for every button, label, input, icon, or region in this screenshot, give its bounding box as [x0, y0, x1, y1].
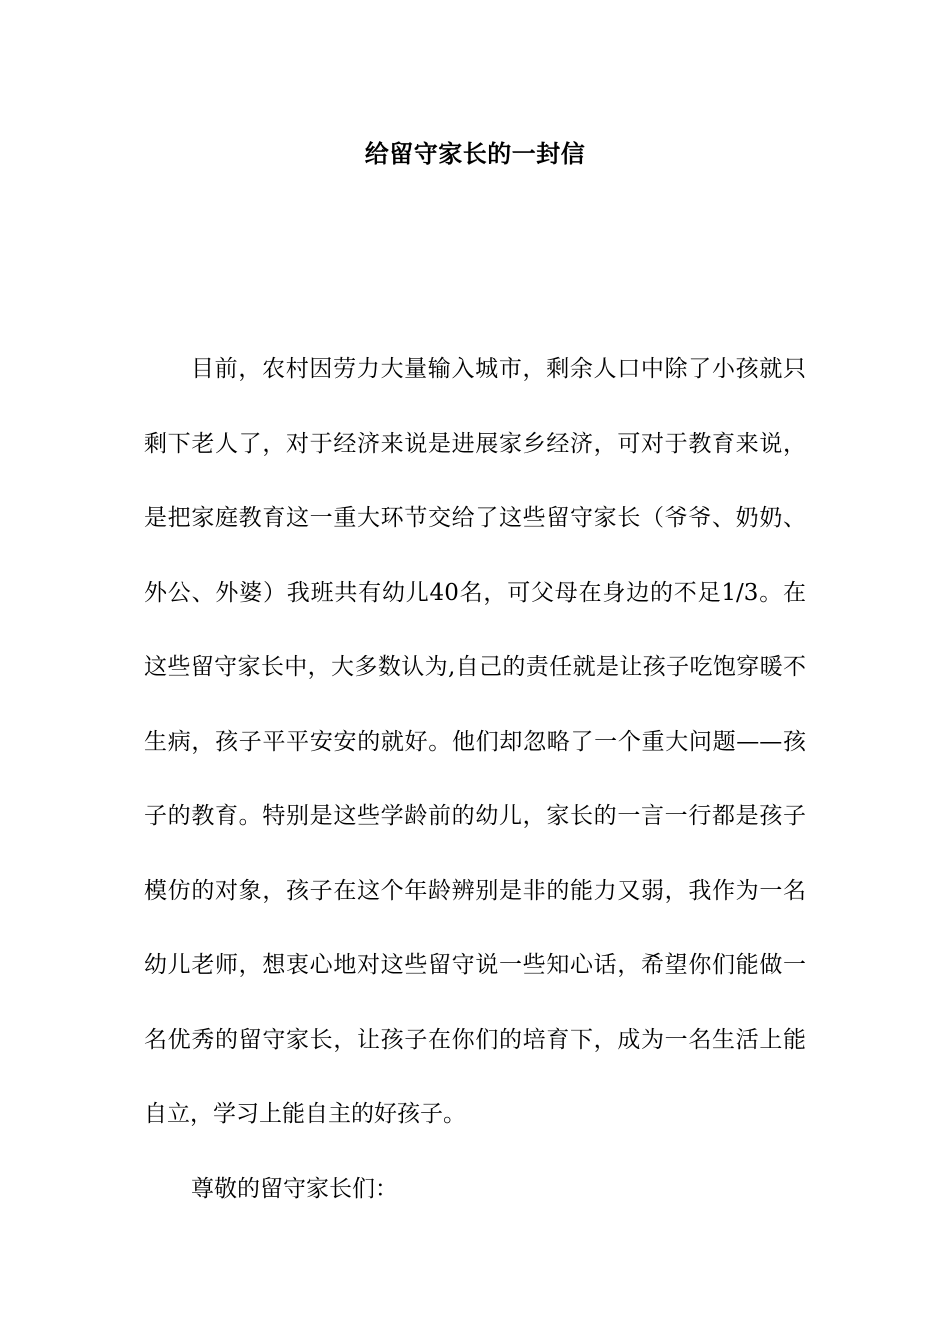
greeting-line: 尊敬的留守家长们： — [191, 1175, 398, 1202]
document-title: 给留守家长的一封信 — [364, 139, 586, 168]
document-body — [144, 332, 806, 1226]
body-paragraph: 目前，农村因劳力大量输入城市，剩余人口中除了小孩就只剩下老人了，对于经济来说是进展家乡经济，可对于教育来说，是把家庭教育这一重大环节交给了这些留守家长（爷爷、奶奶、外公、外婆）我班共有幼儿40名，可父母在身边的不足1/3。在这些留守家长中，大多数认为,自己的责任就是让孩子吃饱穿暖不生病，孩子平平安安的就好。他们却忽略了一个重大问题——孩子的教育。特别是这些学龄前的幼儿，家长的一言一行都是孩子模仿的对象，孩子在这个年龄辨别是非的能力又弱，我作为一名幼儿老师，想衷心地对这些留守说一些知心话，希望你们能做一名优秀的留守家长，让孩子在你们的培育下，成为一名生活上能自立，学习上能自主的好孩子。 — [144, 356, 806, 1127]
